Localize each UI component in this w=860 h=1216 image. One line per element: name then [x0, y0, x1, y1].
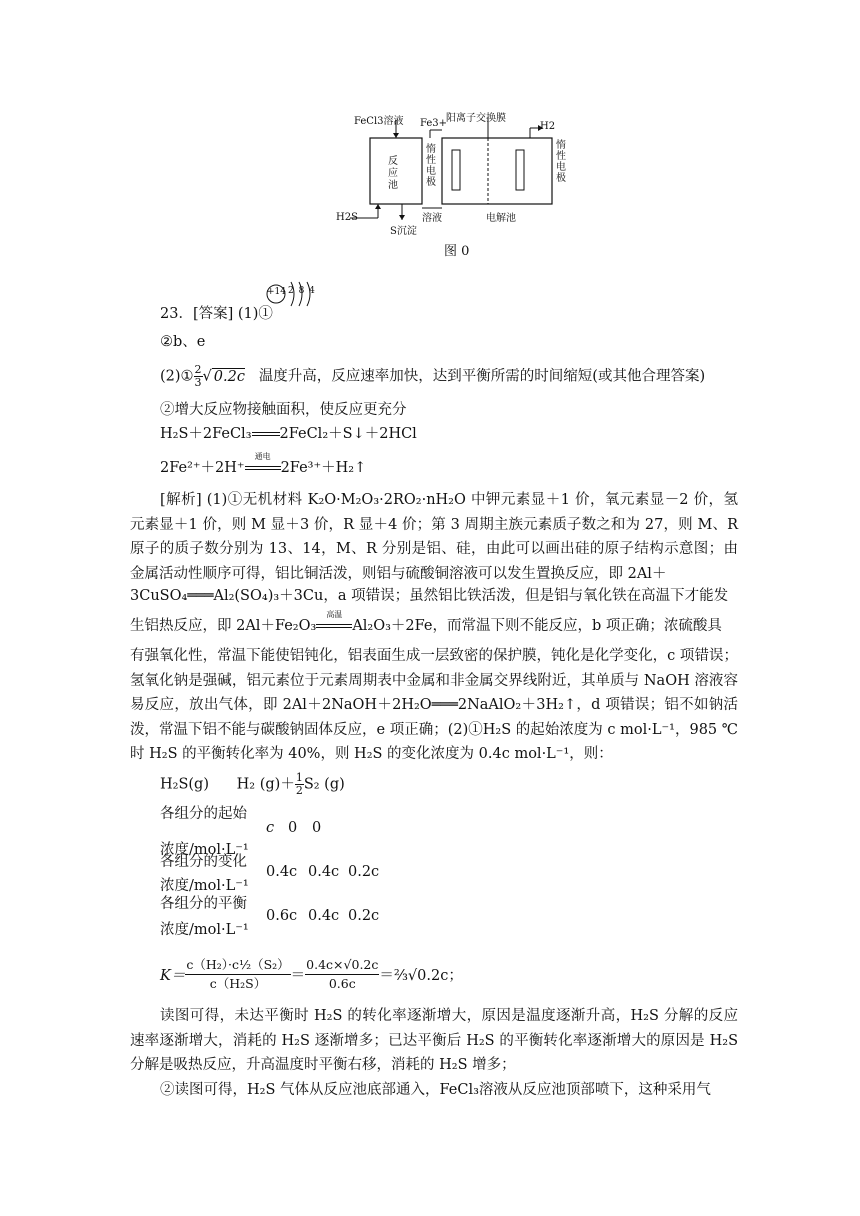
- answer-line-2: ②b、e: [160, 334, 206, 350]
- analysis-paragraph-1a: [解析] (1)①无机材料 K₂O·M₂O₃·2RO₂·nH₂O 中钾元素显＋1 价，氧元素显－2 价，氢元素显＋1 价，则 M 显＋3 价，R 显＋4 价；第 3 周期主族元素质子数之和为 27，则 M、R 原子的质子数分别为 13、14，M、R 分别是铝、硅，由此可以画出硅的原子结构示意图；由金属活动性顺序可得，铝比铜活泼，则铝与硫酸铜溶液可以发生置换反应，即 2Al＋: [130, 492, 738, 582]
- answer-line-3: (2)① $\frac{2}{3}$ √ 0.2c 温度升高，反应速率加快，达到平衡所需的时间缩短(或其他合理答案): [160, 363, 706, 389]
- diagram-lines: [330, 108, 570, 236]
- shell-electrons-label: 2 8 4: [288, 286, 316, 296]
- silicon-atom-diagram: [264, 276, 324, 312]
- row-change-v1: 0.4c: [266, 864, 298, 880]
- row-change-v2: 0.4c: [308, 864, 340, 880]
- answer-line-4: ②增大反应物接触面积，使反应更充分: [160, 402, 407, 418]
- membrane-label: 阳离子交换膜: [446, 113, 506, 124]
- row-initial-label2: 浓度/mol·L⁻¹: [160, 842, 249, 858]
- row-equilibrium-v1: 0.6c: [266, 908, 298, 924]
- row-initial-v1: c: [266, 820, 275, 836]
- row-initial-v2: 0: [288, 820, 298, 836]
- h2s-label: H2S: [336, 212, 358, 223]
- fe3-label: Fe3+: [420, 118, 448, 129]
- row-initial-label1: 各组分的起始: [160, 806, 247, 822]
- equilibrium-header: H₂S(g) H₂ (g)＋ $\frac{1}{2}$ S₂ (g): [160, 771, 345, 797]
- answer-line-3-text: 温度升高，反应速率加快，达到平衡所需的时间缩短(或其他合理答案): [258, 368, 706, 385]
- k-expression: K＝ $\frac{\text{c（H₂）·c½（S₂）}}{\text{c（H₂S）}}$ ＝ $\frac{0.4c\times√0.2c}{0.6c}$ ＝⅔√0.2c；: [160, 957, 463, 991]
- h2-label: H2: [540, 121, 556, 132]
- row-equilibrium-label1: 各组分的平衡: [160, 896, 247, 912]
- cell-label: 电解池: [486, 213, 516, 224]
- inert-electrode-right-label: 惰性电极: [556, 140, 566, 184]
- analysis-paragraph-2: 读图可得，未达平衡时 H₂S 的转化率逐渐增大，原因是温度逐渐升高，H₂S 分解的反应速率逐渐增大，消耗的 H₂S 逐渐增多；已达平衡后 H₂S 的平衡转化率逐渐增大的原因是 H₂S 分解是吸热反应，升高温度时平衡右移，消耗的 H₂S 增多；: [130, 1008, 738, 1074]
- analysis-line-c: 生铝热反应，即 2Al＋Fe₂O₃ 高温 Al₂O₃＋2Fe，而常温下则不能反应，b 项正确；浓硫酸具: [130, 610, 722, 634]
- equation-2: 2Fe²⁺＋2H⁺ 通电 2Fe³⁺＋H₂↑: [160, 452, 367, 476]
- inert-electrode-left-label: 惰性电极: [426, 144, 436, 188]
- row-change-v3: 0.2c: [348, 864, 380, 880]
- equation-1: H₂S＋2FeCl₃ 2FeCl₂＋S↓＋2HCl: [160, 426, 417, 442]
- reactor-label: 反应池: [388, 156, 398, 191]
- row-equilibrium-v2: 0.4c: [308, 908, 340, 924]
- row-change-label1: 各组分的变化: [160, 854, 247, 870]
- solution-label: 溶液: [422, 213, 442, 224]
- figure-caption: 图 0: [444, 244, 470, 259]
- analysis-paragraph-3: ②读图可得，H₂S 气体从反应池底部通入，FeCl₃溶液从反应池顶部喷下，这种采用气: [160, 1082, 711, 1098]
- fraction: $\frac{2}{3}$: [194, 363, 202, 389]
- analysis-paragraph-1d: 有强氧化性，常温下能使铝钝化，铝表面生成一层致密的保护膜，钝化是化学变化，c 项错误；氢氧化钠是强碱，铝元素位于元素周期表中金属和非金属交界线附近，其单质与 NaOH 溶液容易反应，放出气体，即 2Al＋2NaOH＋2H₂O═══2NaAlO₂＋3H₂↑，d 项错误；铝不如钠活泼，常温下铝不能与碳酸钠固体反应，e 项正确；(2)①H₂S 的起始浓度为 c mol·L⁻¹，985 ℃时 H₂S 的平衡转化率为 40%，则 H₂S 的变化浓度为 0.4c mol·L⁻¹，则：: [130, 648, 738, 763]
- row-equilibrium-label2: 浓度/mol·L⁻¹: [160, 922, 249, 938]
- answer-line-3-prefix: (2)①: [160, 368, 194, 385]
- answer-heading: 23．[答案] (1)①: [160, 306, 273, 322]
- row-change-label2: 浓度/mol·L⁻¹: [160, 878, 249, 894]
- row-equilibrium-v3: 0.2c: [348, 908, 380, 924]
- analysis-line-b: 3CuSO₄═══Al₂(SO₄)₃＋3Cu，a 项错误；虽然铝比铁活泼，但是铝与氧化铁在高温下才能发: [130, 588, 729, 604]
- row-initial-v3: 0: [312, 820, 322, 836]
- fecl3-label: FeCl3溶液: [354, 116, 404, 127]
- nucleus-label: +14: [267, 287, 286, 297]
- root-value: 0.2c: [213, 368, 245, 385]
- process-diagram: [330, 108, 570, 236]
- s-precipitate-label: S沉淀: [390, 226, 417, 237]
